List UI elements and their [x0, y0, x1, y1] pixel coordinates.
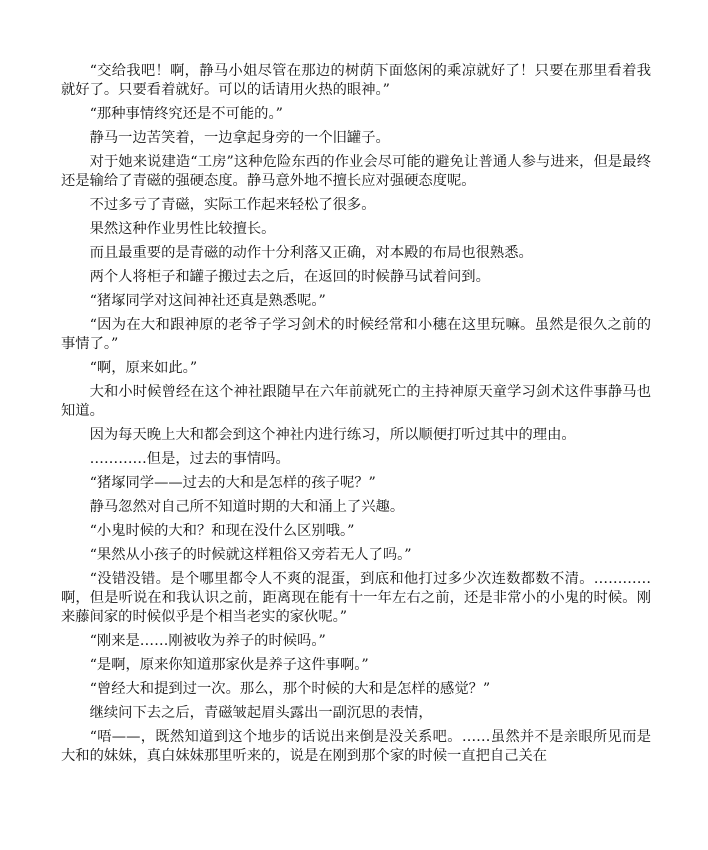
paragraph: “因为在大和跟神原的老爷子学习剑术的时候经常和小穗在这里玩嘛。虽然是很久之前的事情了。” — [61, 317, 651, 352]
paragraph: “那种事情终究还是不可能的。” — [89, 106, 283, 122]
paragraph: 果然这种作业男性比较擅长。 — [89, 221, 276, 237]
paragraph: 静马一边苦笑着，一边拿起身旁的一个旧罐子。 — [89, 130, 390, 146]
paragraph: …………但是，过去的事情吗。 — [89, 451, 290, 467]
paragraph: “曾经大和提到过一次。那么，那个时候的大和是怎样的感觉？” — [89, 681, 491, 697]
paragraph: “小鬼时候的大和？和现在没什么区别哦。” — [89, 523, 355, 539]
paragraph: 大和小时候曾经在这个神社跟随早在六年前就死亡的主持神原天童学习剑术这件事静马也知道。 — [61, 384, 651, 419]
paragraph: “刚来是……刚被收为养子的时候吗。” — [89, 633, 326, 649]
paragraph: “交给我吧！啊，静马小姐尽管在那边的树荫下面悠闲的乘凉就好了！只要在那里看着我就好了。只要看着就好。可以的话请用火热的眼神。” — [61, 63, 651, 98]
paragraph: “猪塚同学——过去的大和是怎样的孩子呢？” — [89, 475, 376, 491]
paragraph: 对于她来说建造“工房”这种危险东西的作业会尽可能的避免让普通人参与进来，但是最终还是输给了青磁的强硬态度。静马意外地不擅长应对强硬态度呢。 — [61, 154, 651, 189]
document-page — [61, 62, 651, 771]
paragraph: 静马忽然对自己所不知道时期的大和涌上了兴趣。 — [89, 499, 405, 515]
paragraph: 因为每天晚上大和都会到这个神社内进行练习，所以顺便打听过其中的理由。 — [89, 427, 576, 443]
paragraph: 继续问下去之后，青磁皱起眉头露出一副沉思的表情， — [89, 705, 433, 721]
paragraph: “没错没错。是个哪里都令人不爽的混蛋，到底和他打过多少次连数都数不清。…………啊，但是听说在和我认识之前，距离现在能有十一年左右之前，还是非常小的小鬼的时候。刚来藤间家的时候似乎是个相当老实的家伙呢。” — [61, 571, 651, 625]
paragraph: “是啊，原来你知道那家伙是养子这件事啊。” — [89, 657, 369, 673]
paragraph: “猪塚同学对这间神社还真是熟悉呢。” — [89, 293, 326, 309]
paragraph: “啊，原来如此。” — [89, 360, 198, 376]
paragraph: 两个人将柜子和罐子搬过去之后，在返回的时候静马试着问到。 — [89, 269, 490, 285]
paragraph: “唔——，既然知道到这个地步的话说出来倒是没关系吧。……虽然并不是亲眼所见而是大和的妹妹，真白妹妹那里听来的，说是在刚到那个家的时候一直把自己关在 — [61, 729, 651, 764]
paragraph: 而且最重要的是青磁的动作十分利落又正确，对本殿的布局也很熟悉。 — [89, 245, 533, 261]
paragraph: “果然从小孩子的时候就这样粗俗又旁若无人了吗。” — [89, 547, 412, 563]
paragraph: 不过多亏了青磁，实际工作起来轻松了很多。 — [89, 197, 376, 213]
